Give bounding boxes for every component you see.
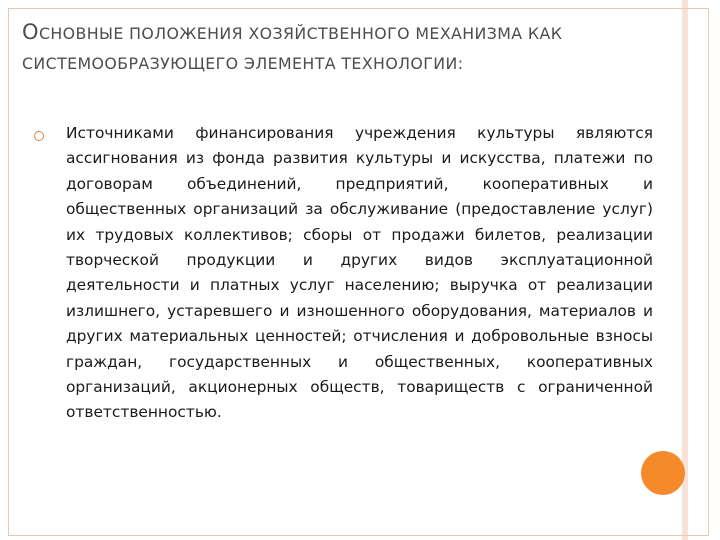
slide-title	[22, 17, 622, 79]
title-initial: О	[22, 20, 39, 44]
bullet-circle-icon	[34, 131, 44, 141]
bullet-paragraph: Источниками финансирования учреждения культуры являются ассигнования из фонда развития культуры и искусства, платежи по договорам объединений, предприятий, кооперативных и общественных организаций за обслуживание (предоставление услуг) их трудовых коллективов; сборы от продажи билетов, реализации творческой продукции и других видов эксплуатационной деятельности и платных услуг населению; выручка от реализации излишнего, устаревшего и изношенного оборудования, материалов и других материальных ценностей; отчисления и добровольные взносы граждан, государственных и общественных, кооперативных организаций, акционерных обществ, товариществ с ограниченной ответственностью.	[66, 124, 653, 422]
decorative-orange-circle	[641, 451, 685, 495]
title-rest: СНОВНЫЕ ПОЛОЖЕНИЯ ХОЗЯЙСТВЕННОГО МЕХАНИЗМА КАК СИСТЕМООБРАЗУЮЩЕГО ЭЛЕМЕНТА ТЕХНОЛОГИИ:	[22, 24, 563, 73]
